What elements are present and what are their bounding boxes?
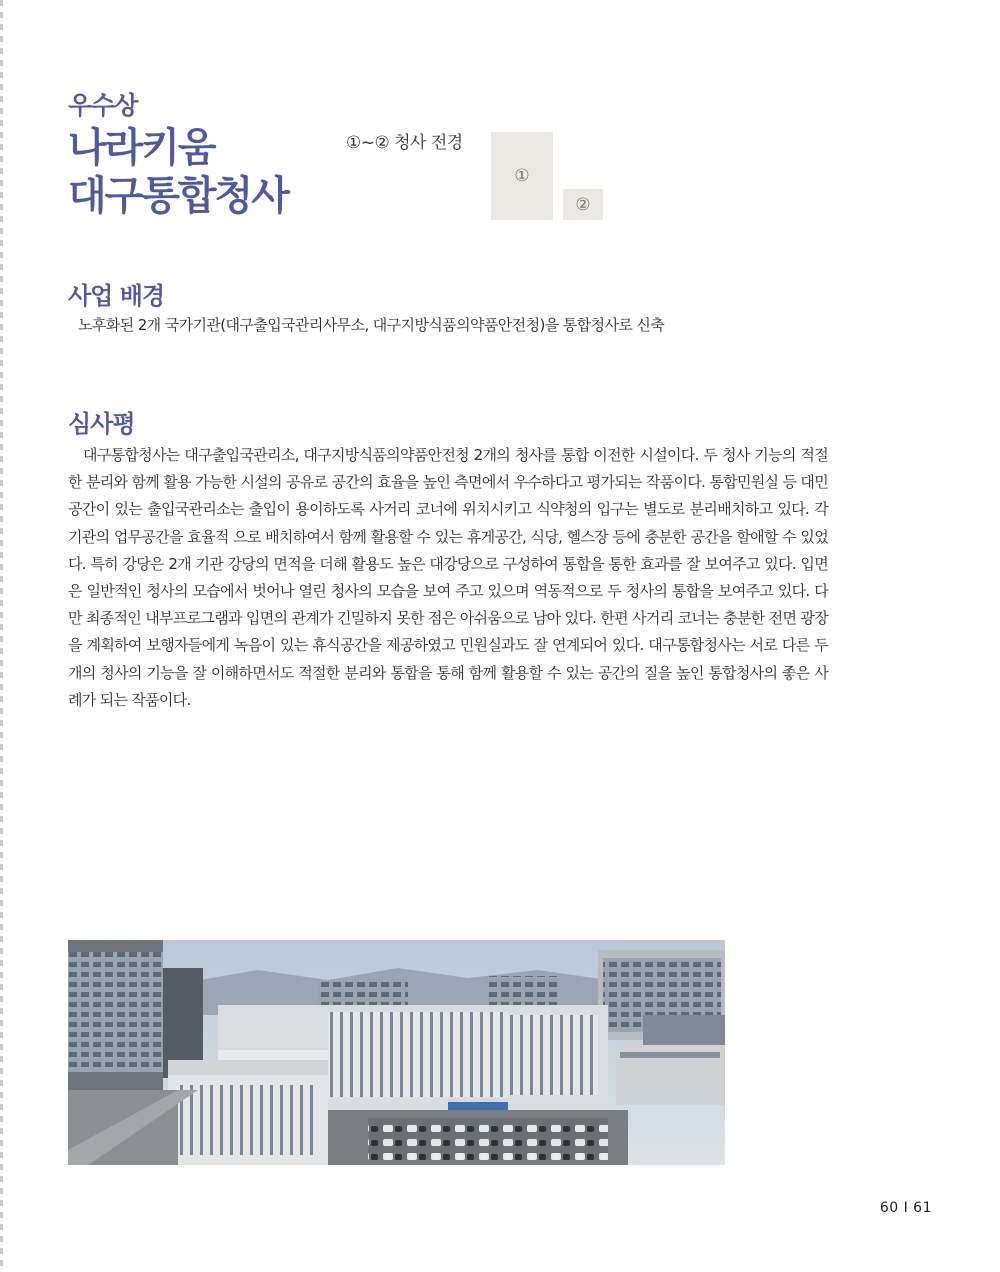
award-label: 우수상 — [68, 91, 138, 120]
page-number: 60 I 61 — [879, 1200, 932, 1216]
thumbnail-1-label: ① — [514, 166, 530, 186]
thumbnail-2-label: ② — [575, 194, 591, 215]
title-line-2: 대구통합청사 — [68, 173, 288, 219]
review-paragraph: 대구통합청사는 대구출입국관리소, 대구지방식품의약품안전청 2개의 청사를 통합 이전한 시설이다. 두 청사 기능의 적절한 분리와 함께 활용 가능한 시설의 공유로 공간의 효율을 높인 측면에서 우수하다고 평가되는 작품이다. 통합민원실 등 대민 공간이 있는 출입국관리소는 출입이 용이하도록 사거리 코너에 위치시키고 식약청의 입구는 별도로 분리배치하고 있다. 각 기관의 업무공간을 효율적 으로 배치하여서 함께 활용할 수 있는 휴게공간, 식당, 헬스장 등에 충분한 공간을 할애할 수 있었다. 특히 강당은 2개 기관 강당의 면적을 더해 활용도 높은 대강당으로 구성하여 통합을 통한 효과를 잘 보여주고 있다. 입면은 일반적인 청사의 모습에서 벗어나 열린 청사의 모습을 보여 주고 있으며 역동적으로 두 청사의 통합을 보여주고 있다. 다만 최종적인 내부프로그램과 입면의 관계가 긴밀하지 못한 점은 아쉬움으로 남아 있다. 한편 사거리 코너는 충분한 전면 광장을 계획하여 보행자들에게 녹음이 있는 휴식공간을 제공하였고 민원실과도 잘 연계되어 있다. 대구통합청사는 서로 다른 두 개의 청사의 기능을 잘 이해하면서도 적절한 분리와 통합을 통해 함께 활용할 수 있는 공간의 질을 높인 통합청사의 좋은 사례가 되는 작품이다. — [68, 446, 828, 709]
background-text: 노후화된 2개 국가기관(대구출입국관리사무소, 대구지방식품의약품안전청)을 통합청사로 신축 — [78, 316, 665, 334]
title-line-1: 나라키움 — [68, 125, 215, 171]
page-edge-rule — [0, 0, 3, 1272]
photo-thumbnail-2 — [563, 189, 603, 220]
photo-caption: ①~② 청사 전경 — [346, 133, 463, 153]
building-photo — [68, 940, 725, 1165]
background-heading: 사업 배경 — [68, 282, 165, 310]
page-title — [68, 124, 288, 220]
review-heading: 심사평 — [68, 410, 135, 438]
photo-thumbnail-1 — [491, 132, 553, 220]
